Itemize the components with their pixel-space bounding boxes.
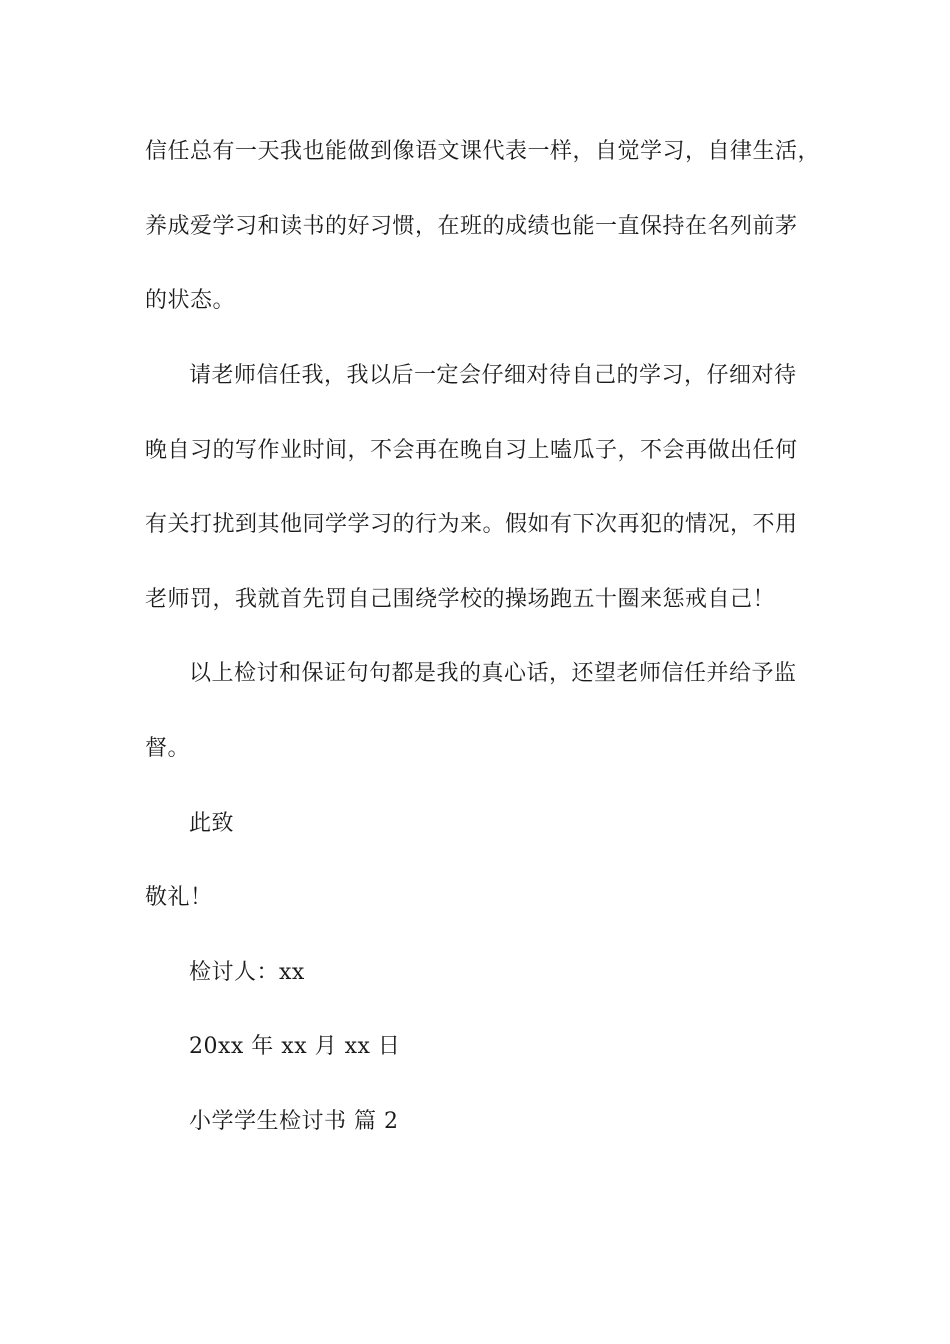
body-line-9: 督。 <box>145 736 191 761</box>
body-line-7: 老师罚，我就首先罚自己围绕学校的操场跑五十圈来惩戒自己！ <box>145 587 776 612</box>
body-line-3: 的状态。 <box>145 288 236 313</box>
body-line-6: 有关打扰到其他同学学习的行为来。假如有下次再犯的情况，不用 <box>145 512 798 537</box>
section-heading: 小学学生检讨书 篇 2 <box>189 1109 399 1134</box>
closing-respect: 敬礼！ <box>145 885 213 910</box>
body-line-2: 养成爱学习和读书的好习惯，在班的成绩也能一直保持在名列前茅 <box>145 214 798 239</box>
closing-salutation: 此致 <box>189 811 235 836</box>
body-line-4: 请老师信任我，我以后一定会仔细对待自己的学习，仔细对待 <box>189 363 797 388</box>
body-line-8: 以上检讨和保证句句都是我的真心话，还望老师信任并给予监 <box>189 661 797 686</box>
body-line-5: 晚自习的写作业时间，不会再在晚自习上嗑瓜子，不会再做出任何 <box>145 438 798 463</box>
date-line: 20xx 年 xx 月 xx 日 <box>189 1034 401 1059</box>
body-line-1: 信任总有一天我也能做到像语文课代表一样，自觉学习，自律生活， <box>145 139 821 164</box>
signature-line: 检讨人：xx <box>189 960 305 985</box>
